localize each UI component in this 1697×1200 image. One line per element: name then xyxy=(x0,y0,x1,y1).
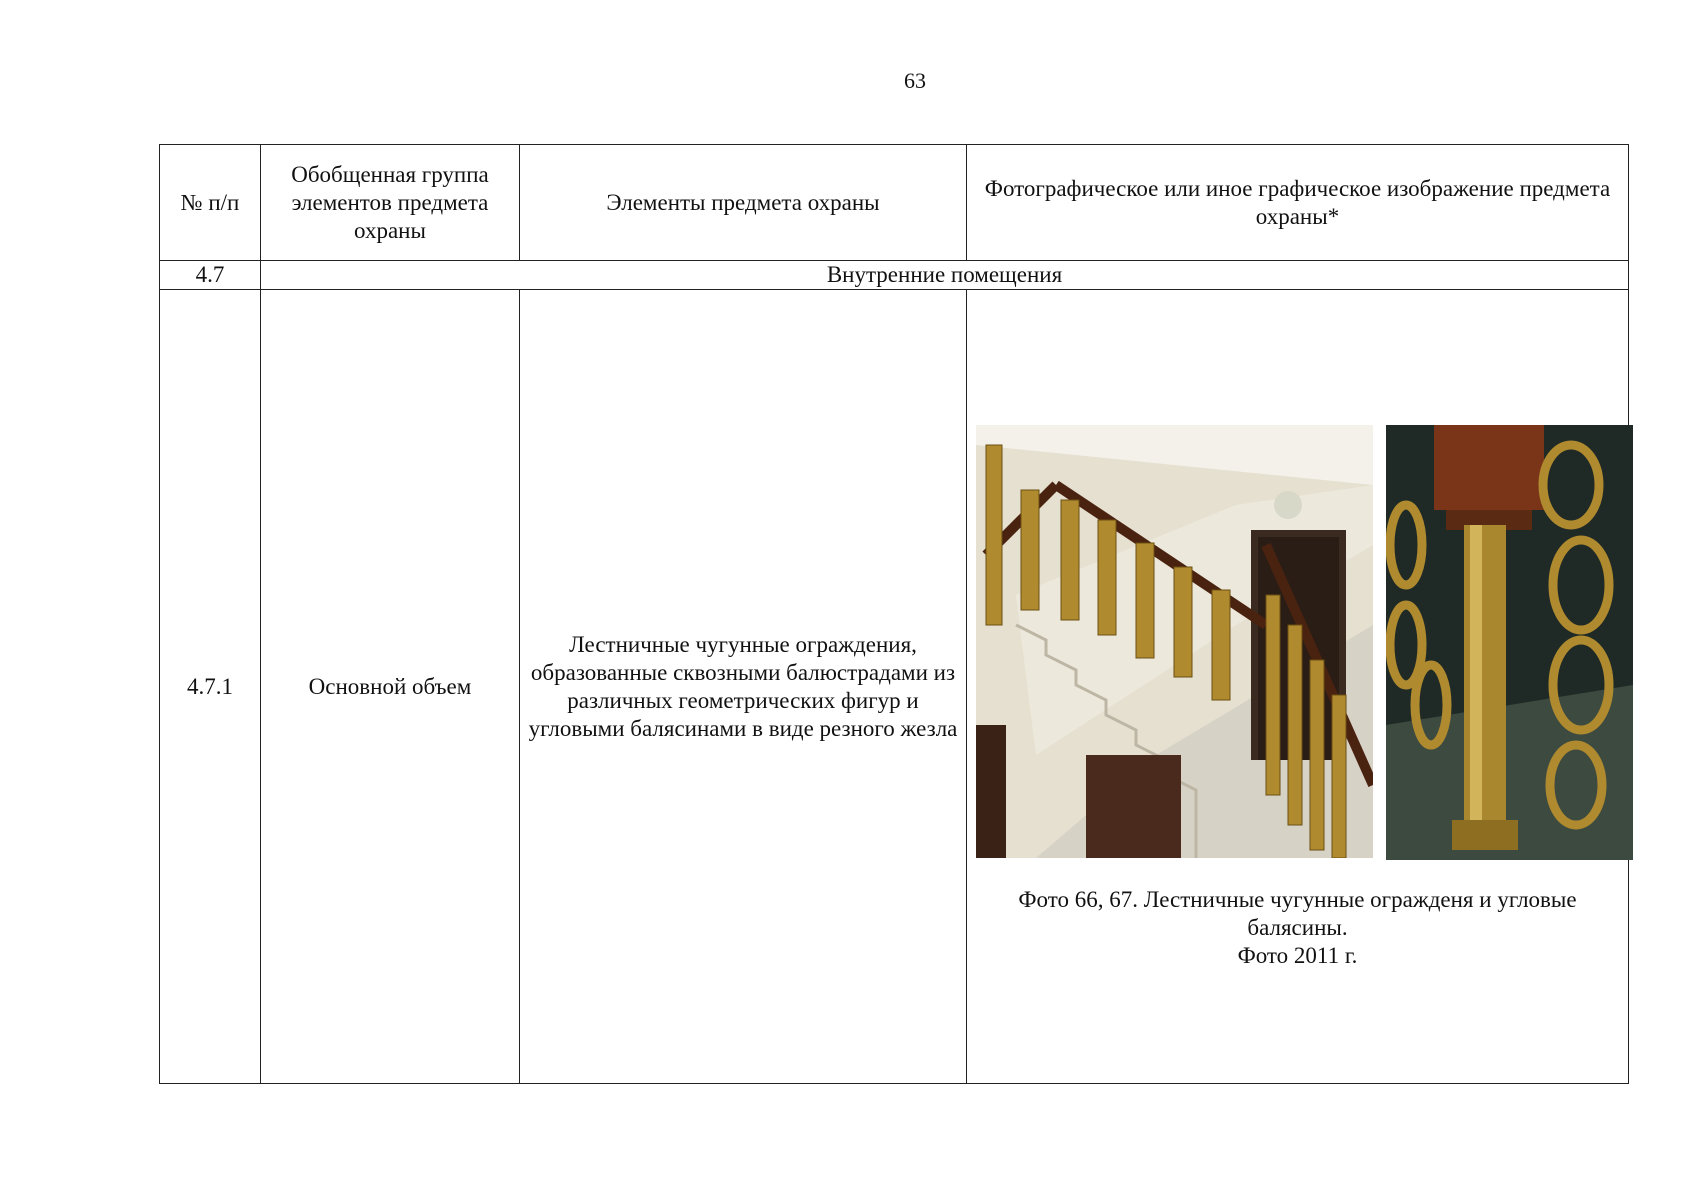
table-row xyxy=(160,290,1629,1084)
photo-caption-line2: Фото 2011 г. xyxy=(1237,943,1358,968)
photo-caption-line1: Фото 66, 67. Лестничные чугунные ограждeня и угловые балясины. xyxy=(1018,887,1577,940)
header-image: Фотографическое или иное графическое изображение предмета охраны* xyxy=(967,145,1629,261)
header-num: № п/п xyxy=(160,145,261,261)
row-num: 4.7.1 xyxy=(160,290,261,1084)
row-image-cell xyxy=(967,290,1629,1084)
row-group: Основной объем xyxy=(261,290,520,1084)
header-group: Обобщенная группа элементов предмета охраны xyxy=(261,145,520,261)
page-number: 63 xyxy=(904,68,926,93)
photo-caption xyxy=(987,886,1608,970)
row-elements: Лестничные чугунные ограждения, образованные сквозными балюстрадами из различных геометрических фигур и угловыми балясинами в виде резного жезла xyxy=(520,290,967,1084)
protection-table xyxy=(159,144,1629,1084)
photo-group xyxy=(976,425,1629,860)
section-row xyxy=(160,261,1629,290)
section-num: 4.7 xyxy=(160,261,261,290)
section-title: Внутренние помещения xyxy=(261,261,1629,290)
table-header-row xyxy=(160,145,1629,261)
header-elements: Элементы предмета охраны xyxy=(520,145,967,261)
photo-staircase-railing xyxy=(976,425,1373,858)
photo-corner-baluster xyxy=(1386,425,1633,860)
